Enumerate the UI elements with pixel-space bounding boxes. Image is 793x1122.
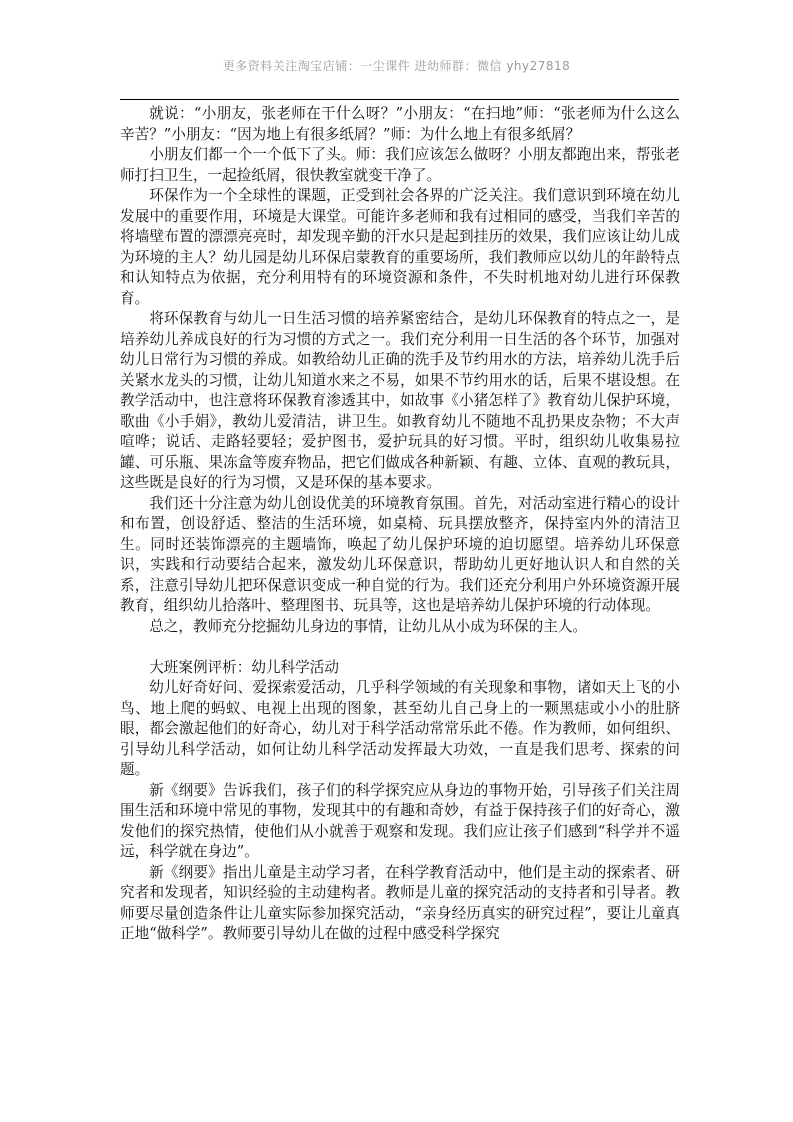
paragraph-dialogue: 就说：“小朋友，张老师在干什么呀？”小朋友：“在扫地”师：“张老师为什么这么辛苦？”小朋友：“因为地上有很多纸屑？”师：为什么地上有很多纸屑？ (120, 105, 680, 143)
section-heading: 大班案例评析：幼儿科学活动 (149, 658, 339, 676)
header-watermark: 更多资料关注淘宝店铺：一尘课件 进幼师群：微信 yhy27818 (222, 59, 571, 73)
paragraph-environment-intro: 环保作为一个全球性的课题，正受到社会各界的广泛关注。我们意识到环境在幼儿发展中的重要作用，环境是大课堂。可能许多老师和我有过相同的感受，当我们辛苦的将墙壁布置的漂漂亮亮时，却发现辛勤的汗水只是起到挂历的效果，我们应该让幼儿成为环境的主人？幼儿园是幼儿环保启蒙教育的重要场所，我们教师应以幼儿的年龄特点和认知特点为依据，充分利用特有的环境资源和条件，不失时机地对幼儿进行环保教育。 (120, 187, 680, 307)
header-rule (120, 99, 679, 100)
paragraph-daily-habits: 将环保教育与幼儿一日生活习惯的培养紧密结合，是幼儿环保教育的特点之一，是培养幼儿养成良好的行为习惯的方式之一。我们充分利用一日生活的各个环节，加强对幼儿日常行为习惯的养成。如教给幼儿正确的洗手及节约用水的方法，培养幼儿洗手后关紧水龙头的习惯，让幼儿知道水来之不易，如果不节约用水的话，后果不堪设想。在教学活动中，也注意将环保教育渗透其中，如故事《小猪怎样了》教育幼儿保护环境，歌曲《小手娟》，教幼儿爱清洁，讲卫生。如教育幼儿不随地不乱扔果皮杂物；不大声喧哗；说话、走路轻要轻；爱护图书，爱护玩具的好习惯。平时，组织幼儿收集易拉罐、可乐瓶、果冻盒等废弃物品，把它们做成各种新颖、有趣、立体、直观的教玩具，这些既是良好的行为习惯，又是环保的基本要求。 (120, 310, 680, 491)
paragraph-environment-atmosphere: 我们还十分注意为幼儿创设优美的环境教育氛围。首先，对活动室进行精心的设计和布置，创设舒适、整洁的生活环境，如桌椅、玩具摆放整齐，保持室内外的清洁卫生。同时还装饰漂亮的主题墙饰，唤起了幼儿保护环境的迫切愿望。培养幼儿环保意识，实践和行动要结合起来，激发幼儿环保意识，帮助幼儿更好地认识人和自然的关系，注意引导幼儿把环保意识变成一种自觉的行为。我们还充分利用户外环境资源开展教育，组织幼儿拾落叶、整理图书、玩具等，这也是培养幼儿保护环境的行动体现。 (120, 494, 680, 614)
paragraph-conclusion: 总之，教师充分挖掘幼儿身边的事情，让幼儿从小成为环保的主人。 (149, 617, 588, 635)
paragraph-children-response: 小朋友们都一个一个低下了头。师：我们应该怎么做呀？小朋友都跑出来，帮张老师打扫卫生，一起捡纸屑，很快教室就变干净了。 (120, 146, 680, 184)
document-body (120, 104, 680, 945)
paragraph-guideline-2: 新《纲要》指出儿童是主动学习者，在科学教育活动中，他们是主动的探索者、研究者和发现者，知识经验的主动建构者。教师是儿童的探究活动的支持者和引导者。教师要尽量创造条件让儿童实际参加探究活动，“亲身经历真实的研究过程”，要让儿童真正地“做科学”。教师要引导幼儿在做的过程中感受科学探究 (120, 863, 680, 942)
blank-line (120, 637, 680, 658)
paragraph-guideline-1: 新《纲要》告诉我们，孩子们的科学探究应从身边的事物开始，引导孩子们关注周围生活和环境中常见的事物，发现其中的有趣和奇妙，有益于保持孩子们的好奇心，激发他们的探究热情，使他们从小就善于观察和发现。我们应让孩子们感到“科学并不遥远，科学就在身边”。 (120, 781, 680, 860)
paragraph-science-curiosity: 幼儿好奇好问、爱探索爱活动，几乎科学领域的有关现象和事物，诸如天上飞的小鸟、地上爬的蚂蚁、电视上出现的图象，甚至幼儿自己身上的一颗黑痣或小小的肚脐眼，都会激起他们的好奇心，幼儿对于科学活动常常乐此不倦。作为教师，如何组织、引导幼儿科学活动，如何让幼儿科学活动发挥最大功效，一直是我们思考、探索的问题。 (120, 679, 680, 778)
